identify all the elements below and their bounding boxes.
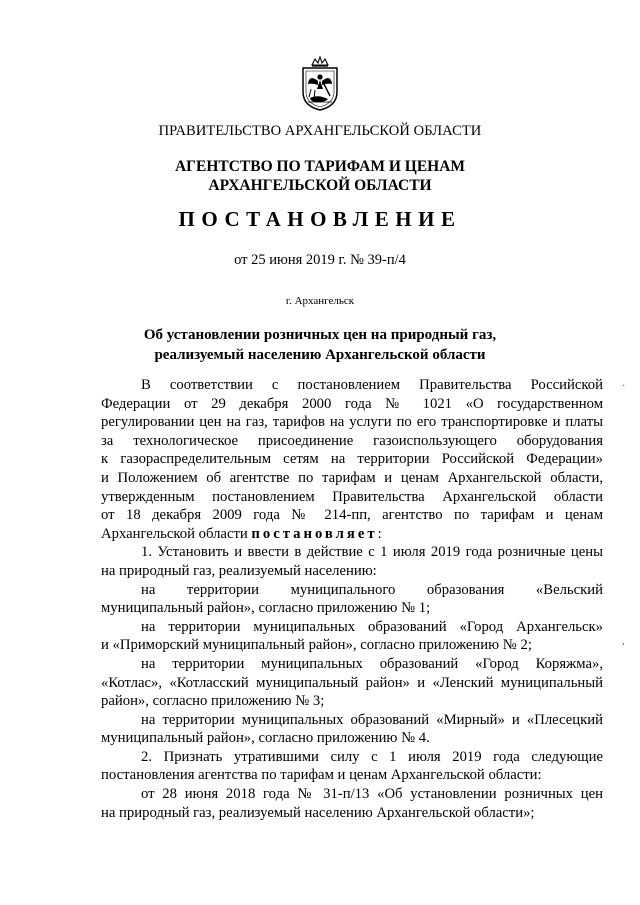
body-line: за технологическое присоединение газоиспользующего оборудования [101,432,603,449]
body-line: муниципальный район», согласно приложению № 4. [101,730,430,747]
subject-line2: реализуемый населению Архангельской области [154,347,486,363]
resolves-keyword: постановляет [251,525,378,542]
agency-name-line2: АРХАНГЕЛЬСКОЙ ОБЛАСТИ [208,177,432,194]
body-line: Федерации от 29 декабря 2000 года № 1021 «О государственном [101,395,603,412]
document-type: ПОСТАНОВЛЕНИЕ [178,207,462,231]
document-date-number: от 25 июня 2019 г. № 39-п/4 [234,252,406,268]
body-line: район», согласно приложению № 3; [101,693,325,710]
agency-name-line1: АГЕНТСТВО ПО ТАРИФАМ И ЦЕНАМ [174,158,466,175]
body-text: Архангельской области [101,525,252,542]
body-line: постановления агентства по тарифам и ценам Архангельской области: [101,767,542,784]
body-line: на территории муниципального образования «Вельский [141,581,603,598]
body-line: В соответствии с постановлением Правительства Российской [141,377,603,393]
body-line [101,525,603,544]
body-line: к газораспределительным сетям на территории Российской Федерации» [101,451,603,468]
body-line: на территории муниципальных образований «Мирный» и «Плесецкий [141,711,603,728]
agency-name [0,157,640,195]
margin-mark: · [622,381,626,392]
body-line: от 18 декабря 2009 года № 214-пп, агентство по тарифам и ценам [101,507,603,524]
body-line: на территории муниципальных образований «Город Коряжма», [141,655,603,672]
body-text: : [377,525,382,542]
body-line: 2. Признать утратившими силу с 1 июля 2019 года следующие [141,748,603,765]
body-line: на природный газ, реализуемый населению: [101,562,377,579]
document-body [101,376,603,822]
body-line: и «Приморский муниципальный район», согласно приложению № 2; [101,637,532,654]
body-line: на природный газ, реализуемый населению Архангельской области»; [101,804,535,821]
government-name: ПРАВИТЕЛЬСТВО АРХАНГЕЛЬСКОЙ ОБЛАСТИ [158,123,482,139]
document-subject [0,325,640,365]
coat-of-arms-icon [291,56,349,112]
body-line: и Положением об агентстве по тарифам и ценам Архангельской области, [101,469,603,486]
body-line: регулировании цен на газ, тарифов на услуги по его транспортировке и платы [101,414,603,431]
document-city: г. Архангельск [285,295,355,307]
margin-mark: , [622,636,625,647]
body-line: 1. Установить и ввести в действие с 1 июля 2019 года розничные цены [141,544,603,561]
body-line: «Котлас», «Котласский муниципальный район» и «Ленский муниципальный [101,674,603,691]
body-line: муниципальный район», согласно приложению № 1; [101,600,431,617]
body-line: от 28 июня 2018 года № 31-п/13 «Об установлении розничных цен [141,786,603,803]
subject-line1: Об установлении розничных цен на природный газ, [143,327,497,343]
body-line: на территории муниципальных образований «Город Архангельск» [141,618,603,635]
body-line: утвержденным постановлением Правительства Архангельской области [101,488,603,505]
